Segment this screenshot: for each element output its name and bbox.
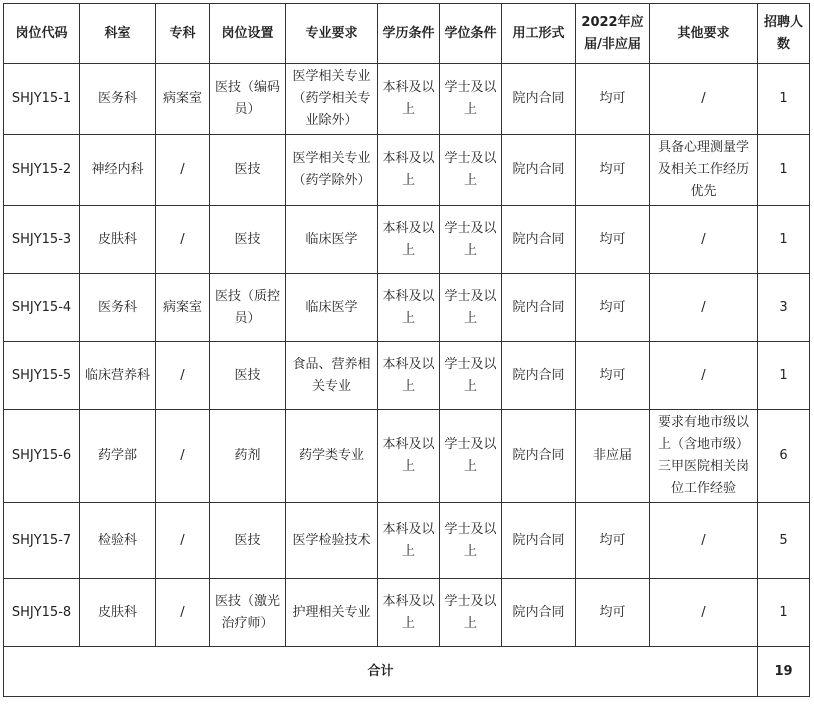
cell-major: 食品、营养相关专业 [286, 342, 378, 410]
cell-code: SHJY15-6 [4, 410, 80, 503]
cell-degree: 学士及以上 [440, 206, 502, 274]
cell-count: 1 [758, 342, 810, 410]
cell-count: 1 [758, 206, 810, 274]
cell-employment: 院内合同 [502, 274, 576, 342]
cell-code: SHJY15-1 [4, 64, 80, 135]
recruitment-table [3, 3, 810, 697]
cell-employment: 院内合同 [502, 64, 576, 135]
table-row [4, 503, 810, 579]
cell-other: 具备心理测量学及相关工作经历优先 [650, 135, 758, 206]
cell-graduate: 均可 [576, 503, 650, 579]
cell-education: 本科及以上 [378, 274, 440, 342]
cell-position: 医技 [210, 135, 286, 206]
cell-degree: 学士及以上 [440, 410, 502, 503]
cell-graduate: 均可 [576, 342, 650, 410]
cell-degree: 学士及以上 [440, 135, 502, 206]
cell-employment: 院内合同 [502, 410, 576, 503]
cell-specialty: / [156, 206, 210, 274]
cell-other: / [650, 64, 758, 135]
header-cell: 科室 [80, 4, 156, 64]
cell-graduate: 均可 [576, 274, 650, 342]
cell-department: 皮肤科 [80, 579, 156, 647]
cell-major: 护理相关专业 [286, 579, 378, 647]
cell-graduate: 非应届 [576, 410, 650, 503]
table-row [4, 342, 810, 410]
cell-degree: 学士及以上 [440, 274, 502, 342]
header-cell: 用工形式 [502, 4, 576, 64]
total-value: 19 [758, 647, 810, 697]
cell-employment: 院内合同 [502, 579, 576, 647]
header-cell: 招聘人数 [758, 4, 810, 64]
cell-employment: 院内合同 [502, 135, 576, 206]
cell-other: / [650, 274, 758, 342]
cell-other: / [650, 342, 758, 410]
cell-other: / [650, 206, 758, 274]
cell-code: SHJY15-7 [4, 503, 80, 579]
cell-major: 医学检验技术 [286, 503, 378, 579]
cell-department: 医务科 [80, 64, 156, 135]
cell-degree: 学士及以上 [440, 342, 502, 410]
cell-graduate: 均可 [576, 135, 650, 206]
cell-department: 临床营养科 [80, 342, 156, 410]
total-label: 合计 [4, 647, 758, 697]
cell-education: 本科及以上 [378, 410, 440, 503]
cell-count: 1 [758, 579, 810, 647]
cell-specialty: / [156, 135, 210, 206]
cell-position: 医技（质控员） [210, 274, 286, 342]
cell-graduate: 均可 [576, 64, 650, 135]
cell-other: / [650, 503, 758, 579]
total-row [4, 647, 810, 697]
table-row [4, 64, 810, 135]
table-row [4, 274, 810, 342]
header-cell: 学历条件 [378, 4, 440, 64]
cell-specialty: / [156, 342, 210, 410]
cell-major: 药学类专业 [286, 410, 378, 503]
cell-graduate: 均可 [576, 206, 650, 274]
header-cell: 岗位代码 [4, 4, 80, 64]
table-row [4, 579, 810, 647]
cell-department: 检验科 [80, 503, 156, 579]
header-cell: 专科 [156, 4, 210, 64]
cell-code: SHJY15-5 [4, 342, 80, 410]
table-row [4, 135, 810, 206]
cell-department: 皮肤科 [80, 206, 156, 274]
header-cell: 专业要求 [286, 4, 378, 64]
cell-position: 医技 [210, 206, 286, 274]
cell-education: 本科及以上 [378, 64, 440, 135]
cell-count: 3 [758, 274, 810, 342]
cell-education: 本科及以上 [378, 206, 440, 274]
cell-position: 医技（编码员） [210, 64, 286, 135]
table-row [4, 410, 810, 503]
cell-employment: 院内合同 [502, 342, 576, 410]
cell-education: 本科及以上 [378, 579, 440, 647]
cell-count: 5 [758, 503, 810, 579]
cell-department: 医务科 [80, 274, 156, 342]
cell-position: 医技 [210, 503, 286, 579]
cell-position: 医技 [210, 342, 286, 410]
cell-code: SHJY15-8 [4, 579, 80, 647]
cell-education: 本科及以上 [378, 135, 440, 206]
header-cell: 2022年应届/非应届 [576, 4, 650, 64]
cell-position: 医技（激光治疗师） [210, 579, 286, 647]
cell-degree: 学士及以上 [440, 503, 502, 579]
cell-degree: 学士及以上 [440, 579, 502, 647]
cell-position: 药剂 [210, 410, 286, 503]
cell-code: SHJY15-4 [4, 274, 80, 342]
header-cell: 学位条件 [440, 4, 502, 64]
cell-employment: 院内合同 [502, 503, 576, 579]
cell-other: / [650, 579, 758, 647]
cell-specialty: / [156, 503, 210, 579]
cell-education: 本科及以上 [378, 342, 440, 410]
cell-department: 神经内科 [80, 135, 156, 206]
cell-major: 医学相关专业（药学除外） [286, 135, 378, 206]
header-cell: 岗位设置 [210, 4, 286, 64]
cell-specialty: 病案室 [156, 274, 210, 342]
cell-education: 本科及以上 [378, 503, 440, 579]
header-cell: 其他要求 [650, 4, 758, 64]
cell-major: 临床医学 [286, 206, 378, 274]
cell-department: 药学部 [80, 410, 156, 503]
cell-specialty: / [156, 579, 210, 647]
cell-major: 临床医学 [286, 274, 378, 342]
cell-count: 1 [758, 64, 810, 135]
header-row [4, 4, 810, 64]
cell-graduate: 均可 [576, 579, 650, 647]
table-row [4, 206, 810, 274]
cell-specialty: / [156, 410, 210, 503]
cell-employment: 院内合同 [502, 206, 576, 274]
cell-major: 医学相关专业（药学相关专业除外） [286, 64, 378, 135]
cell-other: 要求有地市级以上（含地市级）三甲医院相关岗位工作经验 [650, 410, 758, 503]
cell-code: SHJY15-2 [4, 135, 80, 206]
cell-count: 6 [758, 410, 810, 503]
cell-degree: 学士及以上 [440, 64, 502, 135]
cell-count: 1 [758, 135, 810, 206]
cell-specialty: 病案室 [156, 64, 210, 135]
cell-code: SHJY15-3 [4, 206, 80, 274]
